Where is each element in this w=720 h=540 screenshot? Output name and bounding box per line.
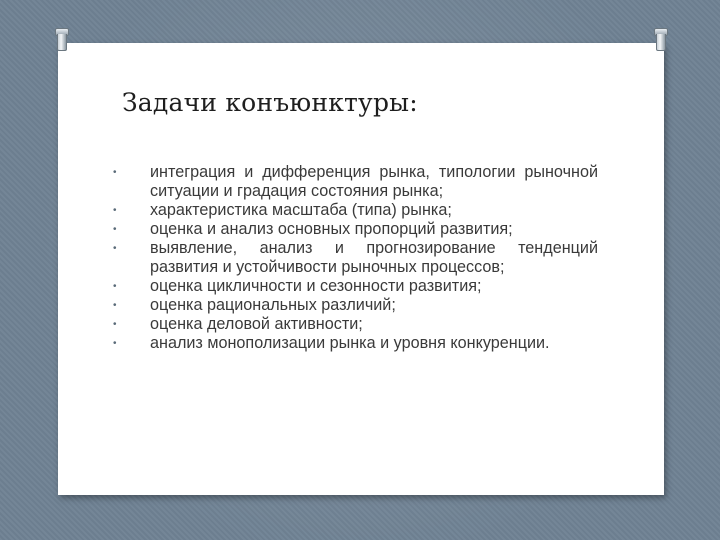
bullet-list [113, 163, 598, 353]
bullet-icon: • [113, 338, 117, 349]
list-item [113, 163, 598, 201]
slide-title: Задачи конъюнктуры: [122, 88, 418, 117]
list-item-text: анализ монополизации рынка и уровня конкуренции. [150, 334, 550, 352]
bullet-icon: • [113, 281, 117, 292]
bullet-icon: • [113, 205, 117, 216]
pushpin-icon [54, 28, 68, 50]
pushpin-icon [653, 28, 667, 50]
list-item-text: оценка цикличности и сезонности развития; [150, 277, 482, 295]
list-item [113, 277, 598, 296]
list-item-text: выявление, анализ и прогнозирование тенденций развития и устойчивости рыночных процессов; [150, 239, 598, 276]
list-item [113, 220, 598, 239]
list-item [113, 315, 598, 334]
list-item-text: оценка и анализ основных пропорций развития; [150, 220, 513, 238]
list-item [113, 296, 598, 315]
list-item [113, 334, 598, 353]
bullet-icon: • [113, 243, 117, 254]
list-item [113, 239, 598, 277]
list-item-text: оценка деловой активности; [150, 315, 363, 333]
list-item-text: характеристика масштаба (типа) рынка; [150, 201, 452, 219]
list-item-text: интеграция и дифференция рынка, типологии рыночной ситуации и градация состояния рынка; [150, 163, 598, 200]
bullet-icon: • [113, 224, 117, 235]
list-item [113, 201, 598, 220]
bullet-icon: • [113, 300, 117, 311]
bullet-icon: • [113, 319, 117, 330]
bullet-icon: • [113, 167, 117, 178]
list-item-text: оценка рациональных различий; [150, 296, 396, 314]
